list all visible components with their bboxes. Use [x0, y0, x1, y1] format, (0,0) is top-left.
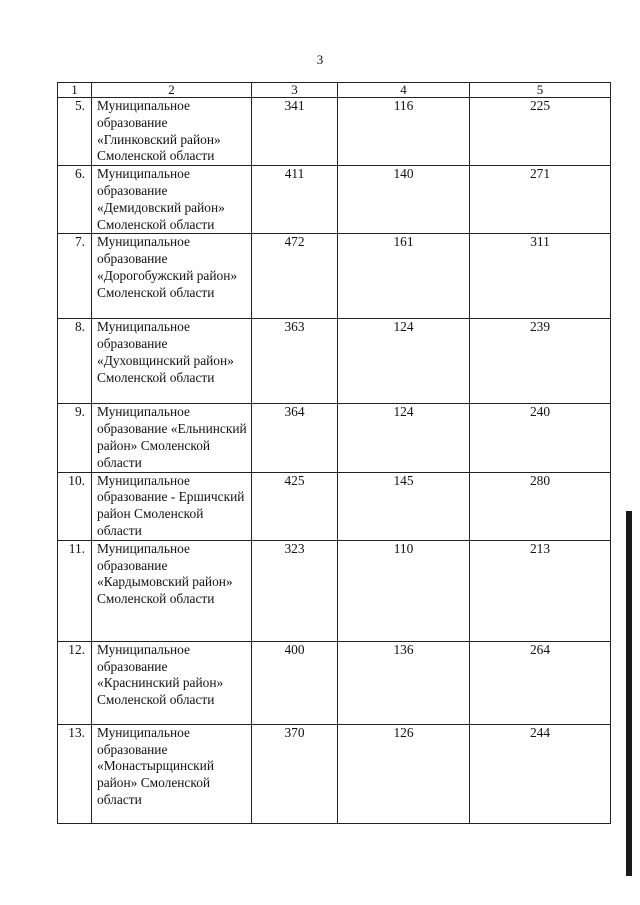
- value-col4: 110: [338, 540, 470, 641]
- value-col5: 213: [470, 540, 611, 641]
- row-number: 8.: [58, 319, 92, 404]
- municipality-name: Муниципальное образование «Краснинский район» Смоленской области: [92, 641, 252, 724]
- value-col3: 411: [252, 166, 338, 234]
- value-col5: 239: [470, 319, 611, 404]
- row-number: 11.: [58, 540, 92, 641]
- value-col5: 280: [470, 472, 611, 540]
- row-number: 5.: [58, 98, 92, 166]
- table-row: [58, 166, 611, 234]
- value-col5: 240: [470, 404, 611, 472]
- row-number: 6.: [58, 166, 92, 234]
- row-number: 12.: [58, 641, 92, 724]
- column-header: 4: [338, 83, 470, 98]
- value-col3: 323: [252, 540, 338, 641]
- municipality-name: Муниципальное образование «Ельнинский район» Смоленской области: [92, 404, 252, 472]
- page-number: 3: [316, 52, 324, 67]
- value-col4: 126: [338, 724, 470, 823]
- row-number: 10.: [58, 472, 92, 540]
- value-col4: 124: [338, 319, 470, 404]
- table-row: [58, 472, 611, 540]
- value-col4: 145: [338, 472, 470, 540]
- table-header-row: [58, 83, 611, 98]
- row-number: 9.: [58, 404, 92, 472]
- municipality-name: Муниципальное образование «Монастырщинский район» Смоленской области: [92, 724, 252, 823]
- municipality-name: Муниципальное образование «Кардымовский район» Смоленской области: [92, 540, 252, 641]
- municipality-name: Муниципальное образование «Глинковский район» Смоленской области: [92, 98, 252, 166]
- value-col4: 116: [338, 98, 470, 166]
- data-table: [57, 82, 611, 824]
- column-header: 3: [252, 83, 338, 98]
- value-col3: 400: [252, 641, 338, 724]
- municipality-name: Муниципальное образование «Духовщинский район» Смоленской области: [92, 319, 252, 404]
- table-row: [58, 319, 611, 404]
- value-col4: 140: [338, 166, 470, 234]
- table-row: [58, 540, 611, 641]
- municipality-name: Муниципальное образование «Демидовский район» Смоленской области: [92, 166, 252, 234]
- value-col3: 341: [252, 98, 338, 166]
- value-col3: 472: [252, 234, 338, 319]
- value-col5: 225: [470, 98, 611, 166]
- value-col4: 136: [338, 641, 470, 724]
- value-col4: 124: [338, 404, 470, 472]
- value-col5: 311: [470, 234, 611, 319]
- municipality-name: Муниципальное образование «Дорогобужский район» Смоленской области: [92, 234, 252, 319]
- table-row: [58, 641, 611, 724]
- table-row: [58, 724, 611, 823]
- municipality-name: Муниципальное образование - Ершичский район Смоленской области: [92, 472, 252, 540]
- table-row: [58, 98, 611, 166]
- column-header: 2: [92, 83, 252, 98]
- column-header: 1: [58, 83, 92, 98]
- column-header: 5: [470, 83, 611, 98]
- value-col5: 271: [470, 166, 611, 234]
- table-row: [58, 404, 611, 472]
- row-number: 13.: [58, 724, 92, 823]
- table-row: [58, 234, 611, 319]
- value-col3: 370: [252, 724, 338, 823]
- value-col3: 363: [252, 319, 338, 404]
- value-col3: 364: [252, 404, 338, 472]
- value-col5: 264: [470, 641, 611, 724]
- value-col3: 425: [252, 472, 338, 540]
- value-col5: 244: [470, 724, 611, 823]
- row-number: 7.: [58, 234, 92, 319]
- value-col4: 161: [338, 234, 470, 319]
- scan-edge-mark: [626, 511, 632, 876]
